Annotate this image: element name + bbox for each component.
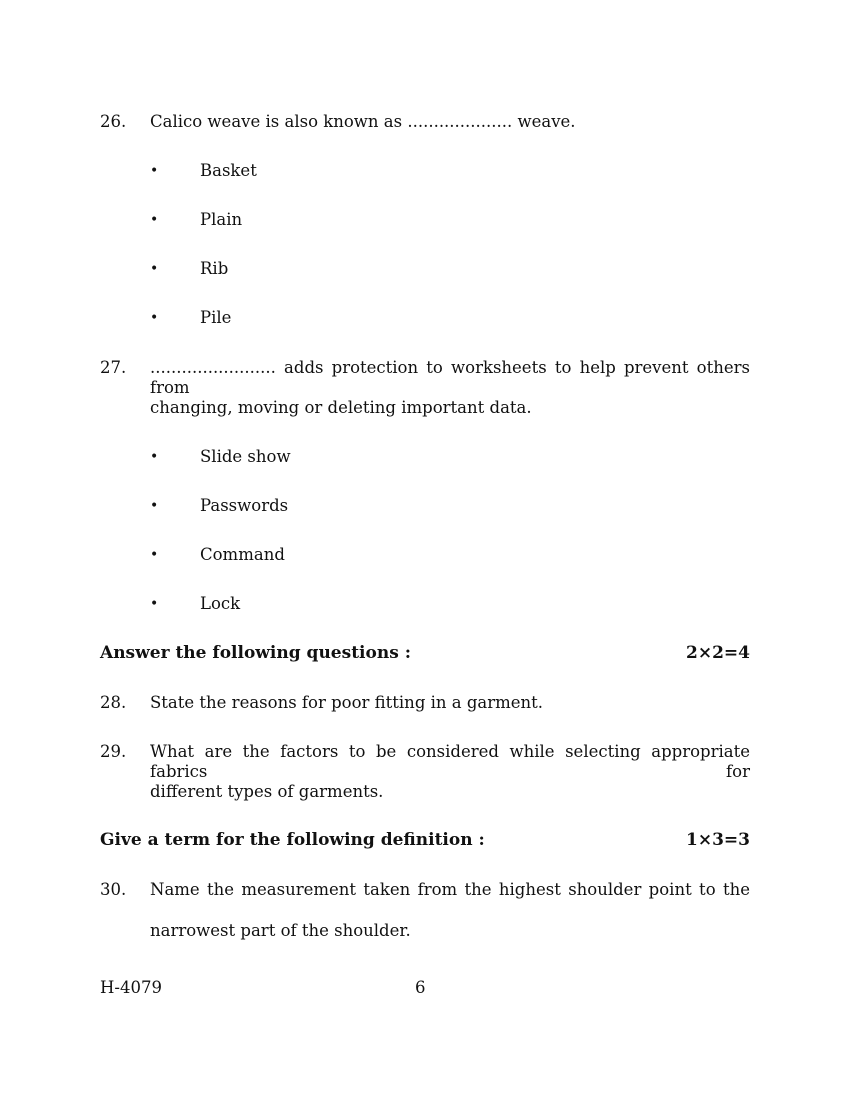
section-title: Answer the following questions : (100, 643, 411, 663)
bullet: • (150, 310, 159, 326)
bullet: • (150, 449, 159, 465)
question-number: 26. (100, 112, 127, 131)
bullet: • (150, 163, 159, 179)
option: Rib (200, 259, 229, 278)
option: Plain (200, 210, 243, 229)
question-text-line: narrowest part of the shoulder. (150, 921, 411, 940)
option: Command (200, 545, 285, 564)
section-marks: 2×2=4 (686, 643, 750, 663)
page-number: 6 (415, 978, 426, 997)
bullet: • (150, 596, 159, 612)
bullet: • (150, 498, 159, 514)
question-number: 27. (100, 358, 127, 377)
question-text-line: What are the factors to be considered while selecting appropriate fabrics for (150, 742, 750, 781)
bullet: • (150, 261, 159, 277)
question-text: State the reasons for poor fitting in a garment. (150, 693, 544, 712)
question-text-line: ........................ adds protection to worksheets to help prevent others from (150, 358, 750, 397)
bullet: • (150, 547, 159, 563)
paper-code: H-4079 (100, 978, 162, 997)
question-number: 30. (100, 880, 127, 899)
question-number: 29. (100, 742, 127, 761)
section-title: Give a term for the following definition : (100, 830, 485, 850)
question-text: Calico weave is also known as .................... weave. (150, 112, 576, 131)
question-number: 28. (100, 693, 127, 712)
question-text-line: changing, moving or deleting important data. (150, 398, 532, 417)
option: Lock (200, 594, 241, 613)
section-marks: 1×3=3 (686, 830, 750, 850)
bullet: • (150, 212, 159, 228)
option: Slide show (200, 447, 291, 466)
section-heading (100, 643, 750, 663)
option: Pile (200, 308, 232, 327)
option: Passwords (200, 496, 289, 515)
option: Basket (200, 161, 257, 180)
question-text-line: different types of garments. (150, 782, 384, 801)
question-text-line: Name the measurement taken from the highest shoulder point to the (150, 880, 750, 899)
section-heading (100, 830, 750, 850)
